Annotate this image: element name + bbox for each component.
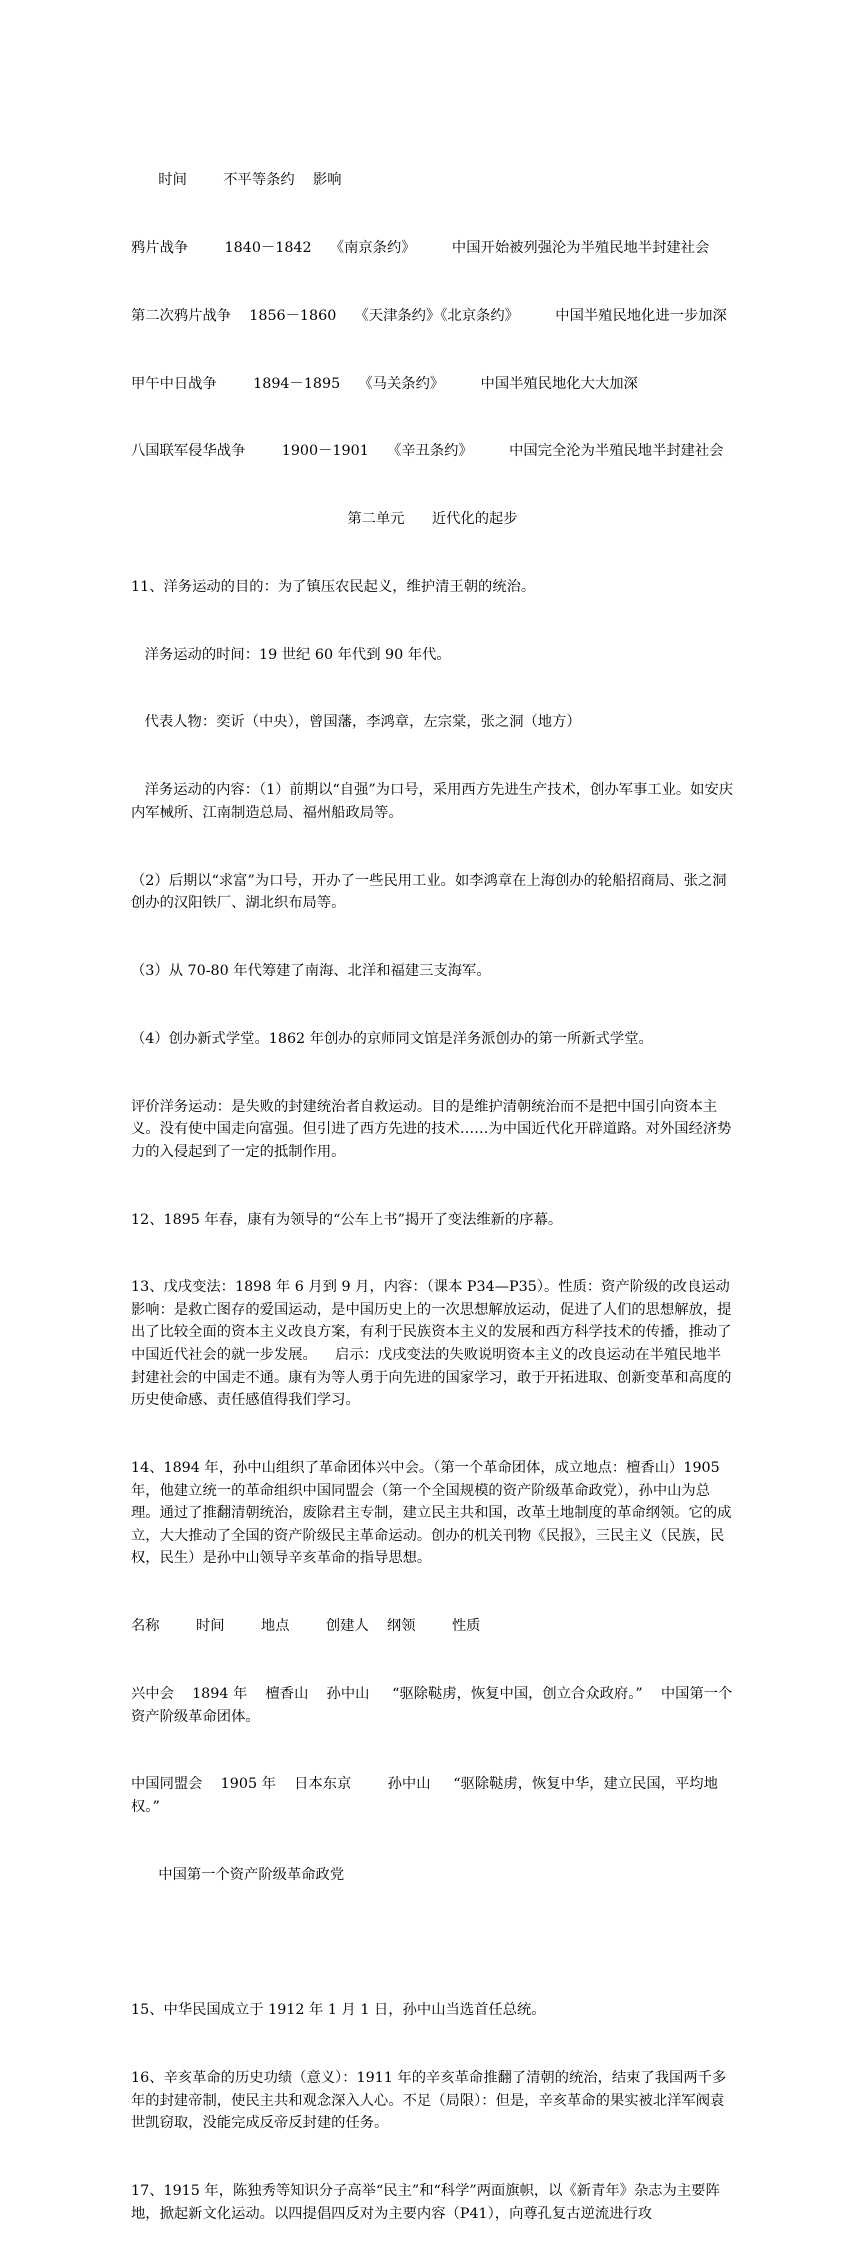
document-page — [131, 124, 739, 2248]
blank-line — [131, 1932, 734, 1955]
paragraph-13: 13、戊戌变法：1898 年 6 月到 9 月，内容：（课本 P34—P35）。性质：资产阶级的改良运动 影响：是救亡图存的爱国运动，是中国历史上的一次思想解放运动，促进了人们的思想解放，提出了比较全面的资本主义改良方案，有利于民族资本主义的发展和西方科学技术的传播，推动了中国近代社会的就一步发展。 启示：戊戌变法的失败说明资本主义的改良运动在半殖民地半封建社会的中国走不通。康有为等人勇于向先进的国家学习，敢于开拓进取、创新变革和高度的历史使命感、责任感值得我们学习。 — [131, 1279, 739, 1409]
paragraph-11-content: 洋务运动的内容：（1）前期以“自强”为口号，采用西方先进生产技术，创办军事工业。如安庆内军械所、江南制造总局、福州船政局等。 — [131, 782, 734, 821]
paragraph-17: 17、1915 年，陈独秀等知识分子高举“民主”和“科学”两面旗帜，以《新青年》杂志为主要阵地，掀起新文化运动。以四提倡四反对为主要内容（P41），向尊孔复古逆流进行攻 — [131, 2183, 720, 2222]
table-row-eight-nation-alliance: 八国联军侵华战争 1900－1901 《辛丑条约》 中国完全沦为半殖民地半封建社会 — [131, 443, 724, 460]
table-header-row: 时间 不平等条约 影响 — [131, 172, 342, 189]
table-row-opium-war: 鸦片战争 1840－1842 《南京条约》 中国开始被列强沦为半殖民地半封建社会 — [131, 239, 710, 256]
table-row-second-opium-war: 第二次鸦片战争 1856－1860 《天津条约》《北京条约》 中国半殖民地化进一步加深 — [131, 307, 727, 324]
paragraph-11-item-3: （3）从 70-80 年代筹建了南海、北洋和福建三支海军。 — [131, 962, 491, 979]
paragraph-14: 14、1894 年，孙中山组织了革命团体兴中会。（第一个革命团体，成立地点：檀香山）1905 年，他建立统一的革命组织中国同盟会（第一个全国规模的资产阶级革命政党），孙中山为总理。通过了推翻清朝统治，废除君主专制，建立民主共和国，改革土地制度的革命纲领。它的成立，大大推动了全国的资产阶级民主革命运动。创办的机关刊物《民报》，三民主义（民族，民权，民生）是孙中山领导辛亥革命的指导思想。 — [131, 1460, 732, 1567]
paragraph-11-figures: 代表人物：奕䜣（中央），曾国藩，李鸿章，左宗棠，张之洞（地方） — [131, 714, 581, 731]
table-row-sino-japanese-war: 甲午中日战争 1894－1895 《马关条约》 中国半殖民地化大大加深 — [131, 375, 638, 392]
paragraph-11-item-4: （4）创办新式学堂。1862 年创办的京师同文馆是洋务派创办的第一所新式学堂。 — [131, 1030, 653, 1047]
org-table-row-tongmenghui-nature: 中国第一个资产阶级革命政党 — [131, 1866, 345, 1883]
paragraph-11-item-2: （2）后期以“求富”为口号，开办了一些民用工业。如李鸿章在上海创办的轮船招商局、张之洞创办的汉阳铁厂、湖北织布局等。 — [131, 872, 727, 912]
paragraph-11-time: 洋务运动的时间：19 世纪 60 年代到 90 年代。 — [131, 646, 451, 663]
paragraph-11-evaluation: 评价洋务运动：是失败的封建统治者自救运动。目的是维护清朝统治而不是把中国引向资本主义。没有使中国走向富强。但引进了西方先进的技术……为中国近代化开辟道路。对外国经济势力的入侵起到了一定的抵制作用。 — [131, 1098, 732, 1160]
org-table-row-tongmenghui: 中国同盟会 1905 年 日本东京 孙中山 “驱除鞑虏，恢复中华，建立民国，平均地权。” — [131, 1776, 718, 1815]
unit-heading: 第二单元 近代化的起步 — [347, 511, 518, 528]
paragraph-15: 15、中华民国成立于 1912 年 1 月 1 日，孙中山当选首任总统。 — [131, 2002, 546, 2019]
org-table-row-xingzhonghui: 兴中会 1894 年 檀香山 孙中山 “驱除鞑虏，恢复中国，创立合众政府。” 中国第一个资产阶级革命团体。 — [131, 1685, 733, 1725]
paragraph-12: 12、1895 年春，康有为领导的“公车上书”揭开了变法维新的序幕。 — [131, 1211, 563, 1228]
org-table-header: 名称 时间 地点 创建人 纲领 性质 — [131, 1618, 481, 1635]
paragraph-16: 16、辛亥革命的历史功绩（意义）：1911 年的辛亥革命推翻了清朝的统治，结束了我国两千多年的封建帝制，使民主共和观念深入人心。不足（局限）：但是，辛亥革命的果实被北洋军阀袁世凯窃取，没能完成反帝反封建的任务。 — [131, 2070, 727, 2132]
paragraph-11-purpose: 11、洋务运动的目的：为了镇压农民起义，维护清王朝的统治。 — [131, 578, 536, 595]
